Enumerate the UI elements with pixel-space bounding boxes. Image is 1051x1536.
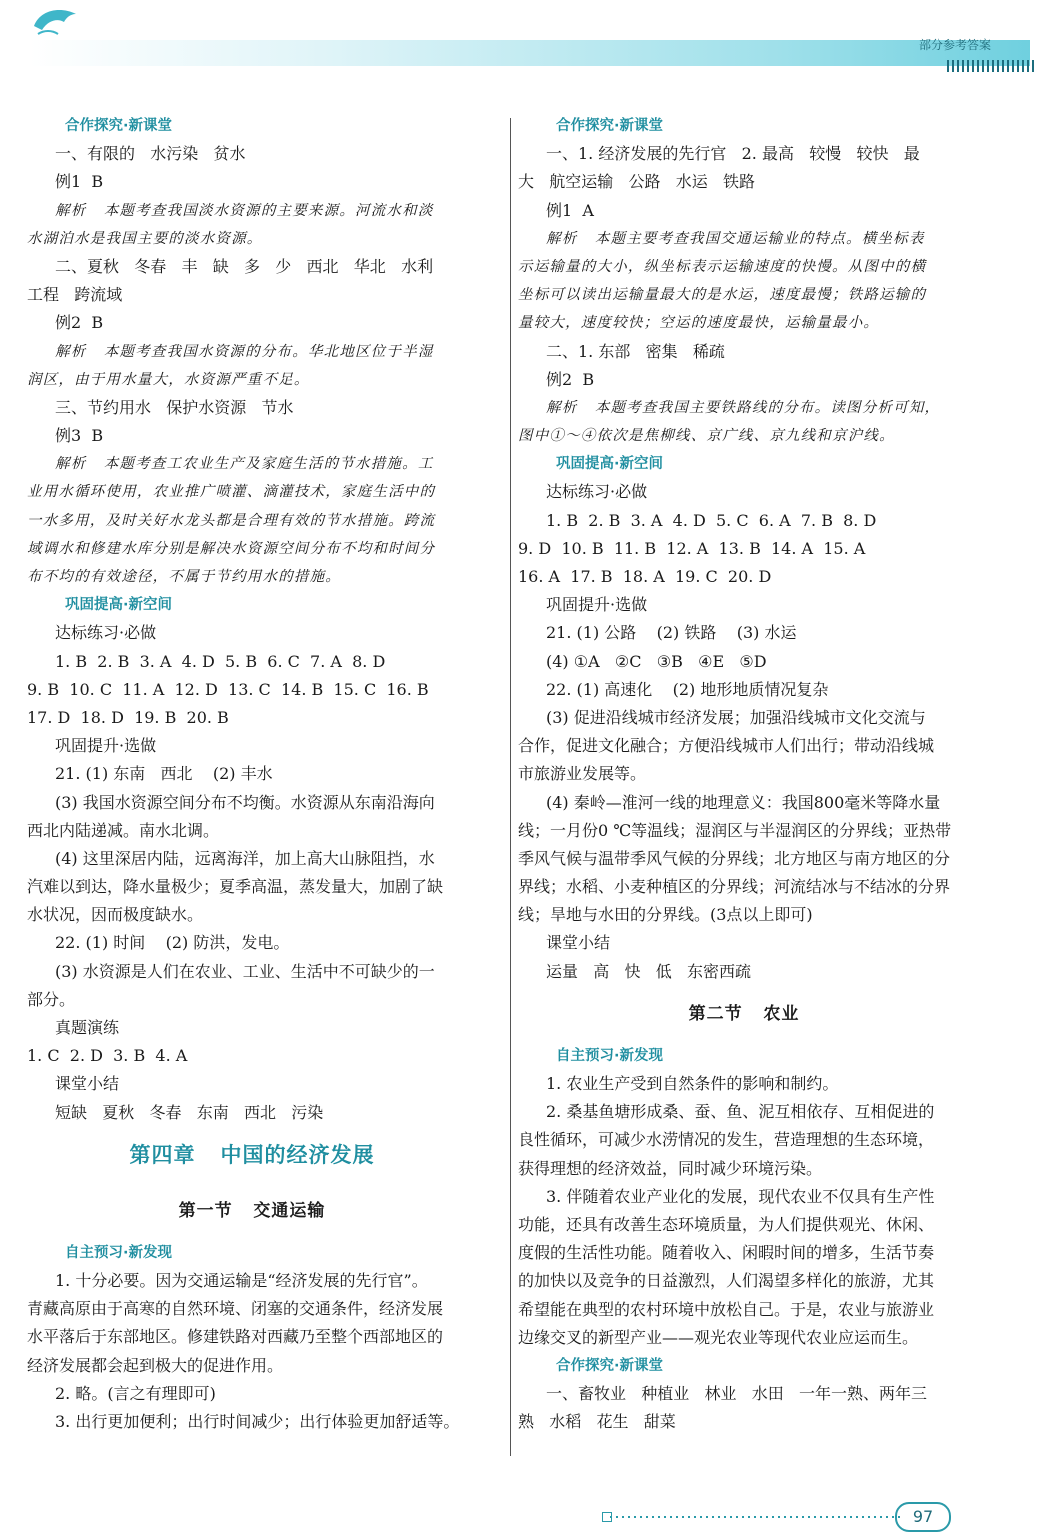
page-footer [610,1500,990,1530]
left-column-line: 17. D 18. D 19. B 20. B [27,707,229,727]
left-column-line: 巩固提升·选做 [55,736,157,756]
right-column [518,112,970,1436]
left-column-line: 第四章 中国的经济发展 [129,1141,375,1167]
left-column-line: 第一节 交通运输 [178,1200,326,1221]
left-column-line: 西北内陆递减。南水北调。 [27,820,220,840]
right-column-line: 获得理想的经济效益，同时减少环境污染。 [518,1158,823,1178]
right-column-line: 运量 高 快 低 东密西疏 [546,961,752,981]
right-column-line: 线；一月份0 ℃等温线；湿润区与半湿润区的分界线；亚热带 [518,820,952,840]
left-column-line: (3) 我国水资源空间分布不均衡。水资源从东南沿海向 [55,792,435,812]
left-column-line: 三、节约用水 保护水资源 节水 [55,397,294,417]
left-column-line: 经济发展都会起到极大的促进作用。 [27,1355,284,1375]
left-column-line: (3) 水资源是人们在农业、工业、生活中不可缺少的一 [55,961,435,981]
left-column-line: 润区，由于用水量大，水资源严重不足。 [27,371,310,388]
right-column-line: (4) 秦岭—淮河一线的地理意义：我国800毫米等降水量 [546,792,941,812]
right-column-line: 例2 B [546,369,595,389]
right-column-line: 大 航空运输 公路 水运 铁路 [518,172,756,192]
right-column-line: 巩固提高·新空间 [556,456,664,473]
left-column-line: 3. 出行更加便利；出行时间减少；出行体验更加舒适等。 [55,1411,460,1431]
right-column-line: 示运输量的大小，纵坐标表示运输速度的快慢。从图中的横 [518,258,927,275]
right-column-line: 1. 农业生产受到自然条件的影响和制约。 [546,1074,839,1093]
left-column-line: 巩固提高·新空间 [65,597,173,614]
right-column-line: 图中①～④依次是焦柳线、京广线、京九线和京沪线。 [518,428,895,445]
left-column-line: 水平落后于东部地区。修建铁路对西藏乃至整个西部地区的 [27,1327,444,1347]
left-column-line: 解析 本题考查工农业生产及家庭生活的节水措施。工 [55,456,434,473]
left-column-line: 工程 跨流域 [27,285,123,305]
right-column-line: 度假的生活性功能。随着收入、闲暇时间的增多，生活节奏 [518,1243,935,1263]
right-column-line: 熟 水稻 花生 甜菜 [518,1412,676,1432]
left-column-line: 22. (1) 时间 (2) 防洪，发电。 [55,933,290,953]
left-column-line: 21. (1) 东南 西北 (2) 丰水 [55,764,273,784]
left-column-line: 2. 略。(言之有理即可) [55,1383,216,1403]
right-column-line: 季风气候与温带季风气候的分界线；北方地区与南方地区的分 [518,848,951,868]
header-title: 部分参考答案 [918,38,991,52]
left-column-line: 部分。 [27,989,76,1009]
right-column-line: 解析 本题主要考查我国交通运输业的特点。横坐标表 [546,230,925,247]
left-column-line: 例3 B [55,426,104,446]
left-column-line: 例2 B [55,313,104,333]
right-column-line: 课堂小结 [546,933,611,953]
left-column-line: 布不均的有效途径，不属于节约用水的措施。 [27,569,341,585]
right-column-line: 一、畜牧业 种植业 林业 水田 一年一熟、两年三 [546,1384,928,1404]
right-column-line: 一、1. 经济发展的先行官 2. 最高 较慢 较快 最 [546,144,920,164]
left-column-line: 解析 本题考查我国淡水资源的主要来源。河流水和淡 [55,202,434,219]
right-column-line: 巩固提升·选做 [546,595,648,615]
left-column-line: 1. C 2. D 3. B 4. A [27,1046,188,1066]
right-column-line: 21. (1) 公路 (2) 铁路 (3) 水运 [546,623,797,643]
right-column-line: 1. B 2. B 3. A 4. D 5. C 6. A 7. B 8. D [546,510,877,530]
right-column-line: 解析 本题考查我国主要铁路线的分布。读图分析可知， [546,399,941,416]
right-column-line: 合作探究·新课堂 [556,1357,664,1374]
right-column-line: 市旅游业发展等。 [518,764,647,784]
left-column-line: 一水多用，及时关好水龙头都是合理有效的节水措施。跨流 [27,512,436,529]
right-column-line: 达标练习·必做 [546,482,648,502]
left-column-line: 自主预习·新发现 [65,1244,173,1261]
left-column-line: 汽难以到达，降水量极少；夏季高温，蒸发量大，加剧了缺 [27,877,444,897]
left-column-line: 业用水循环使用，农业推广喷灌、滴灌技术，家庭生活中的 [27,484,436,501]
right-column-line: 3. 伴随着农业产业化的发展，现代农业不仅具有生产性 [546,1186,935,1206]
footer-dotted-line [610,1516,900,1518]
left-column-line: 二、夏秋 冬春 丰 缺 多 少 西北 华北 水利 [55,256,434,276]
right-column-line: 16. A 17. B 18. A 19. C 20. D [518,567,772,586]
right-column-line: 的加快以及竞争的日益激烈，人们渴望多样化的旅游，尤其 [518,1271,935,1291]
page-header [0,0,1051,80]
right-column-line: 界线；水稻、小麦种植区的分界线；河流结冰与不结冰的分界 [518,877,951,897]
left-column-line: 1. 十分必要。因为交通运输是“经济发展的先行官”。 [55,1270,428,1290]
right-column-line: 良性循环，可减少水涝情况的发生，营造理想的生态环境， [518,1130,935,1150]
left-column [27,112,477,1436]
left-column-line: 例1 B [55,172,104,192]
left-column-line: 青藏高原由于高寒的自然环境、闭塞的交通条件，经济发展 [27,1299,444,1319]
left-column-line: 9. B 10. C 11. A 12. D 13. C 14. B 15. C 16. B [27,679,429,699]
right-column-line: 二、1. 东部 密集 稀疏 [546,341,725,361]
left-column-line: 一、有限的 水污染 贫水 [55,144,246,164]
left-column-line: 合作探究·新课堂 [65,118,173,134]
right-column-line: 例1 A [546,200,594,220]
left-column-line: 真题演练 [55,1018,120,1037]
left-column-line: 水湖泊水是我国主要的淡水资源。 [27,230,263,247]
right-column-line: 2. 桑基鱼塘形成桑、蚕、鱼、泥互相依存、互相促进的 [546,1102,935,1122]
header-barcode [947,60,1037,72]
left-column-line: 水状况，因而极度缺水。 [27,905,204,925]
right-column-line: 22. (1) 高速化 (2) 地形地质情况复杂 [546,679,829,699]
left-column-line: (4) 这里深居内陆，远离海洋，加上高大山脉阻挡，水 [55,848,435,868]
left-column-line: 短缺 夏秋 冬春 东南 西北 污染 [55,1102,324,1122]
right-column-line: 9. D 10. B 11. B 12. A 13. B 14. A 15. A [518,538,866,558]
left-column-line: 课堂小结 [55,1074,120,1094]
right-column-line: (4) ①A ②C ③B ④E ⑤D [546,651,767,671]
left-column-line: 域调水和修建水库分别是解决水资源空间分布不均和时间分 [27,540,436,557]
right-column-line: 量较大，速度较快；空运的速度最快，运输量最小。 [518,315,880,332]
right-column-line: 第二节 农业 [688,1003,800,1024]
right-column-line: 希望能在典型的农村环境中放松自己。于是，农业与旅游业 [518,1299,935,1319]
right-column-line: (3) 促进沿线城市经济发展；加强沿线城市文化交流与 [546,707,926,727]
page-number: 97 [895,1502,951,1532]
column-divider [510,118,511,1456]
left-column-line: 达标练习·必做 [55,623,157,643]
left-column-line: 解析 本题考查我国水资源的分布。华北地区位于半湿 [55,343,434,360]
right-column-line: 合作，促进文化融合；方便沿线城市人们出行；带动沿线城 [518,736,935,756]
right-column-line: 合作探究·新课堂 [556,118,664,134]
header-band [30,40,1030,66]
right-column-line: 自主预习·新发现 [556,1047,664,1064]
right-column-line: 功能，还具有改善生态环境质量，为人们提供观光、休闲、 [518,1214,935,1234]
left-column-line: 1. B 2. B 3. A 4. D 5. B 6. C 7. A 8. D [55,651,386,671]
dolphin-logo-icon [30,4,82,44]
right-column-line: 线；旱地与水田的分界线。(3点以上即可) [518,905,813,925]
right-column-line: 边缘交叉的新型产业——观光农业等现代农业应运而生。 [518,1327,919,1347]
right-column-line: 坐标可以读出运输量最大的是水运，速度最慢；铁路运输的 [518,287,927,304]
